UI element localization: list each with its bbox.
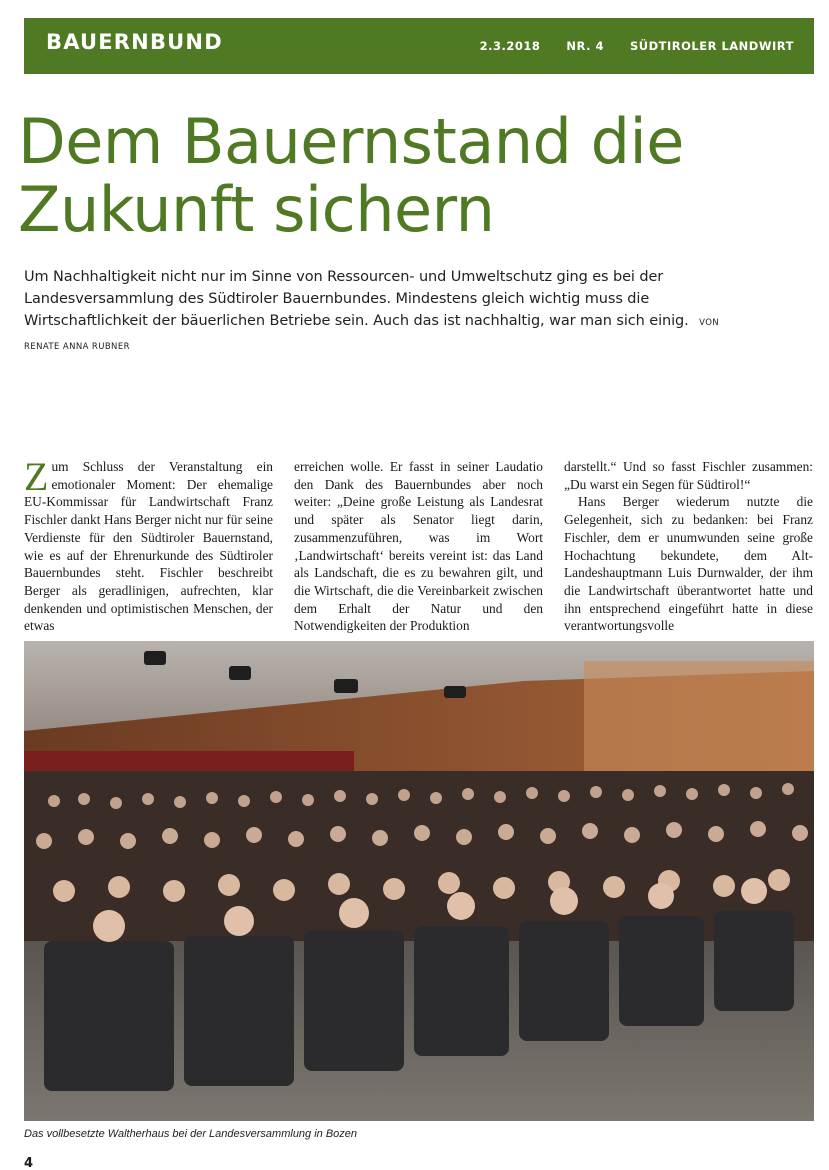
text-column-1 [24,454,273,635]
section-title: BAUERNBUND [46,30,223,54]
header-meta [480,39,794,53]
publication-name: SÜDTIROLER LANDWIRT [629,39,794,53]
column-2-text: erreichen wolle. Er fasst in seiner Laudatio den Dank des Bauernbundes aber noch weiter: „Deine große Leistung als Landesrat und später als Senator liegt darin, zusammenzuführen, was im Wort ‚Landwirtschaft‘ bereits vereint ist: das Land als Landschaft, die es zu bewahren gilt, und die Wirtschaft, die die Vereinbarkeit zwischen dem Erhalt der Natur und den Notwendigkeiten der Produktion [294,459,543,634]
headline [18,105,818,246]
issue-number: NR. 4 [566,39,604,53]
column-1-text: um Schluss der Veranstaltung ein emotionaler Moment: Der ehemalige EU-Kommissar für Landwirtschaft Franz Fischler dankt Hans Berger nicht nur für seine Verdienste für den Südtiroler Bauernstand, wie es auf der Ehrenurkunde des Südtiroler Bauernbundes steht. Fischler beschreibt Berger als geradlinigen, aufrechten, klar denkenden und optimistischen Menschen, der etwas [24,459,273,634]
text-column-3 [564,458,813,635]
column-3-text-a: darstellt.“ Und so fasst Fischler zusammen: „Du warst ein Segen für Südtirol!“ [564,459,813,492]
photo-caption: Das vollbesetzte Waltherhaus bei der Landesversammlung in Bozen [24,1128,358,1140]
lead-text: Um Nachhaltigkeit nicht nur im Sinne von Ressourcen- und Umweltschutz ging es bei der Landesversammlung des Südtiroler Bauernbundes. Mindestens gleich wichtig muss die Wirtschaftlichkeit der bäuerlichen Betriebe sein. Auch das ist nachhaltig, war man sich einig. [24,269,689,329]
text-column-2 [294,458,543,635]
byline: VON RENATE ANNA RUBNER [24,318,720,352]
column-3-text-b: Hans Berger wiederum nutzte die Gelegenheit, sich zu bedanken: bei Franz Fischler, dem er unumwunden seine große Hochachtung bekundete, dem Alt-Landeshauptmann Luis Durnwalder, der ihm die Landwirtschaft überantwortet hatte und ihn entsprechend eingeführt hatte in diese verantwortungsvolle [564,494,813,634]
lead-paragraph [24,266,724,358]
drop-cap: Z [24,454,49,499]
issue-date: 2.3.2018 [479,39,541,53]
headline-line-2: Zukunft sichern [18,173,495,246]
audience-photo [24,641,814,1121]
header-bar [24,18,814,74]
headline-line-1: Dem Bauernstand die [18,105,684,178]
audience-photo-illustration [24,641,814,1121]
page-number: 4 [24,1156,34,1170]
